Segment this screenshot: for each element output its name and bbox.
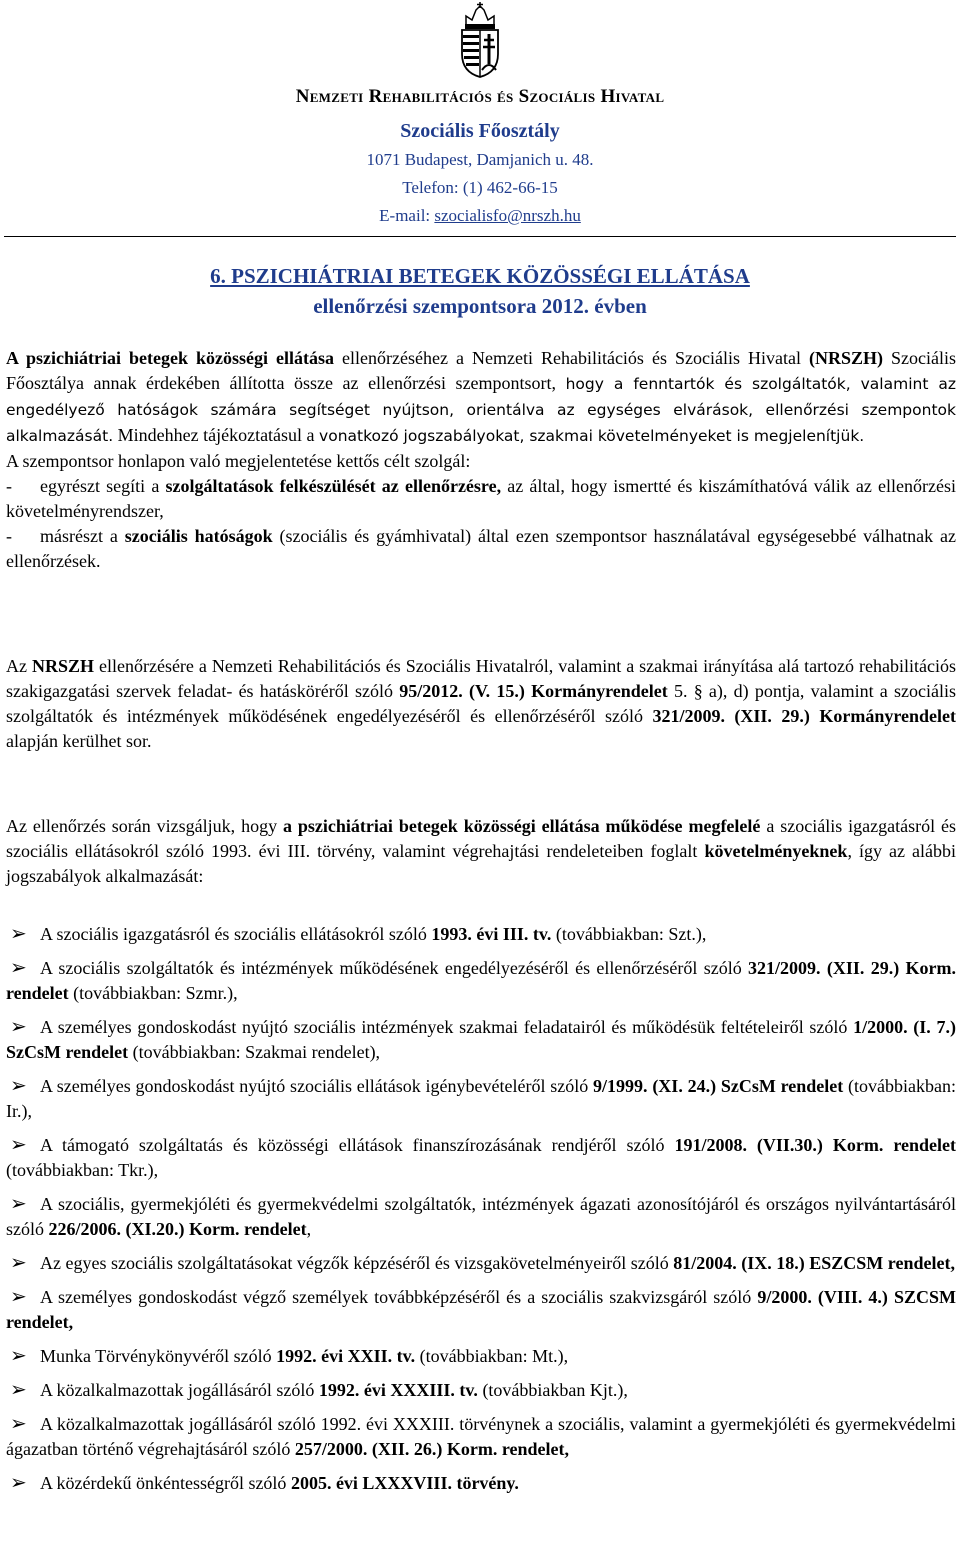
document-title: 6. PSZICHIÁTRIAI BETEGEK KÖZÖSSÉGI ELLÁTÁSA — [210, 264, 750, 288]
list-item: ➢ A közalkalmazottak jogállásáról szóló 1992. évi XXXIII. törvénynek a szociális, valamint a gyermekjóléti és gyermekvédelmi ágazatban történő végrehajtásáról szóló 257/2000. (XII. 26.) Korm. rendelet, — [6, 1413, 956, 1459]
arrow-bullet-icon: ➢ — [10, 1472, 27, 1494]
hungarian-coat-of-arms-logo — [458, 2, 502, 78]
list-item: ➢ A személyes gondoskodást nyújtó szociális intézmények szakmai feladatairól és működésük feltételeiről szóló 1/2000. (I. 7.) SzCsM rendelet (továbbiakban: Szakmai rendelet), — [6, 1016, 956, 1062]
arrow-bullet-icon: ➢ — [10, 1134, 27, 1156]
arrow-bullet-icon: ➢ — [10, 1345, 27, 1367]
list-item: ➢ A közalkalmazottak jogállásáról szóló 1992. évi XXXIII. tv. (továbbiakban Kjt.), — [10, 1379, 628, 1401]
arrow-bullet-icon: ➢ — [10, 1286, 27, 1308]
list-item: ➢ A közérdekű önkéntességről szóló 2005. évi LXXXVIII. törvény. — [10, 1472, 519, 1494]
arrow-bullet-icon: ➢ — [10, 1075, 27, 1097]
department-name: Szociális Főosztály — [400, 120, 560, 142]
arrow-bullet-icon: ➢ — [10, 957, 27, 979]
legal-basis-paragraph: Az NRSZH ellenőrzésére a Nemzeti Rehabilitációs és Szociális Hivatalról, valamint a szakmai irányítása alá tartozó rehabilitációs szakigazgatási szervek feladat- és hatásköréről szóló 95/2012. (V. 15.) Kormányrendelet 5. § a), d) pontja, valamint a szociális szolgáltatók és intézmények működésének engedélyezéséről és ellenőrzéséről szóló 321/2009. (XII. 29.) Kormányrendelet alapján kerülhet sor. — [6, 656, 957, 751]
arrow-bullet-icon: ➢ — [10, 1379, 27, 1401]
list-item: ➢ Az egyes szociális szolgáltatásokat végzők képzéséről és vizsgakövetelményeiről szóló 81/2004. (IX. 18.) ESZCSM rendelet, — [10, 1252, 955, 1274]
intro-paragraph: A pszichiátriai betegek közösségi ellátása ellenőrzéséhez a Nemzeti Rehabilitációs és Szociális Hivatal (NRSZH) Szociális Főosztálya annak érdekében állította össze az ellenőrzési szempontsort, hogy a fenntartók és szolgáltatók, valamint az engedélyező hatóságok számára segítséget nyújtson, orientálva az egységes elvárások, ellenőrzési szempontok alkalmazását. Mindehhez tájékoztatásul a vonatkozó jogszabályokat, szakmai követelményeket is megjelenítjük. A szempontsor honlapon való megjelentetése kettős célt szolgál: - egyrészt segíti a szolgáltatások felkészülését az ellenőrzésre, az által, hogy ismertté és kiszámíthatóvá válik az ellenőrzési követelményrendszer, - másrészt a szociális hatóságok (szociális és gyámhivatal) által ezen szempontsor használatával egységesebbé válhatnak az ellenőrzések. — [6, 348, 957, 571]
arrow-bullet-icon: ➢ — [10, 923, 27, 945]
arrow-bullet-icon: ➢ — [10, 1252, 27, 1274]
header-divider — [4, 236, 956, 237]
arrow-bullet-icon: ➢ — [10, 1016, 27, 1038]
law-list — [6, 922, 956, 1505]
address: 1071 Budapest, Damjanich u. 48. — [366, 150, 594, 169]
email-line: E-mail: szocialisfo@nrszh.hu — [379, 206, 581, 225]
arrow-bullet-icon: ➢ — [10, 1193, 27, 1215]
list-item: ➢ Munka Törvénykönyvéről szóló 1992. évi XXII. tv. (továbbiakban: Mt.), — [10, 1345, 569, 1367]
inspection-scope-paragraph: Az ellenőrzés során vizsgáljuk, hogy a pszichiátriai betegek közösségi ellátása működése megfelelé a szociális igazgatásról és szociális ellátásokról szóló 1993. évi III. törvény, valamint végrehajtási rendeleteiben foglalt követelményeknek, így az alábbi jogszabályok alkalmazását: — [6, 816, 956, 886]
phone: Telefon: (1) 462-66-15 — [402, 178, 558, 197]
email-link[interactable]: szocialisfo@nrszh.hu — [434, 206, 581, 225]
purpose-item-1: - egyrészt segíti a szolgáltatások felkészülését az ellenőrzésre, az által, hogy ismertté és kiszámíthatóvá válik az ellenőrzési követelményrendszer, — [6, 476, 956, 521]
document-subtitle: ellenőrzési szempontsora 2012. évben — [313, 294, 647, 318]
list-item: ➢ A támogató szolgáltatás és közösségi ellátások finanszírozásának rendjéről szóló 191/2008. (VII.30.) Korm. rendelet (továbbiakban: Tkr.), — [6, 1134, 956, 1180]
list-item: ➢ A személyes gondoskodást nyújtó szociális ellátások igénybevételéről szóló 9/1999. (XI. 24.) SzCsM rendelet (továbbiakban: Ir.), — [6, 1075, 957, 1121]
arrow-bullet-icon: ➢ — [10, 1413, 27, 1435]
organization-name: Nemzeti Rehabilitációs és Szociális Hivatal — [295, 86, 665, 107]
list-item: ➢ A szociális szolgáltatók és intézmények működésének engedélyezéséről és ellenőrzéséről szóló 321/2009. (XII. 29.) Korm. rendelet (továbbiakban: Szmr.), — [6, 957, 956, 1003]
purpose-item-2: - másrészt a szociális hatóságok (szociális és gyámhivatal) által ezen szempontsor használatával egységesebbé válhatnak az ellenőrzések. — [6, 526, 956, 571]
list-item: ➢ A szociális, gyermekjóléti és gyermekvédelmi szolgáltatók, intézmények ágazati azonosítójáról és országos nyilvántartásáról szóló 226/2006. (XI.20.) Korm. rendelet, — [6, 1193, 956, 1239]
list-item: ➢ A személyes gondoskodást végző személyek továbbképzéséről és a szociális szakvizsgáról szóló 9/2000. (VIII. 4.) SZCSM rendelet, — [6, 1286, 956, 1332]
list-item: ➢ A szociális igazgatásról és szociális ellátásokról szóló 1993. évi III. tv. (továbbiakban: Szt.), — [10, 923, 707, 945]
purpose-sentence: A szempontsor honlapon való megjelentetése kettős célt szolgál: — [6, 451, 471, 471]
